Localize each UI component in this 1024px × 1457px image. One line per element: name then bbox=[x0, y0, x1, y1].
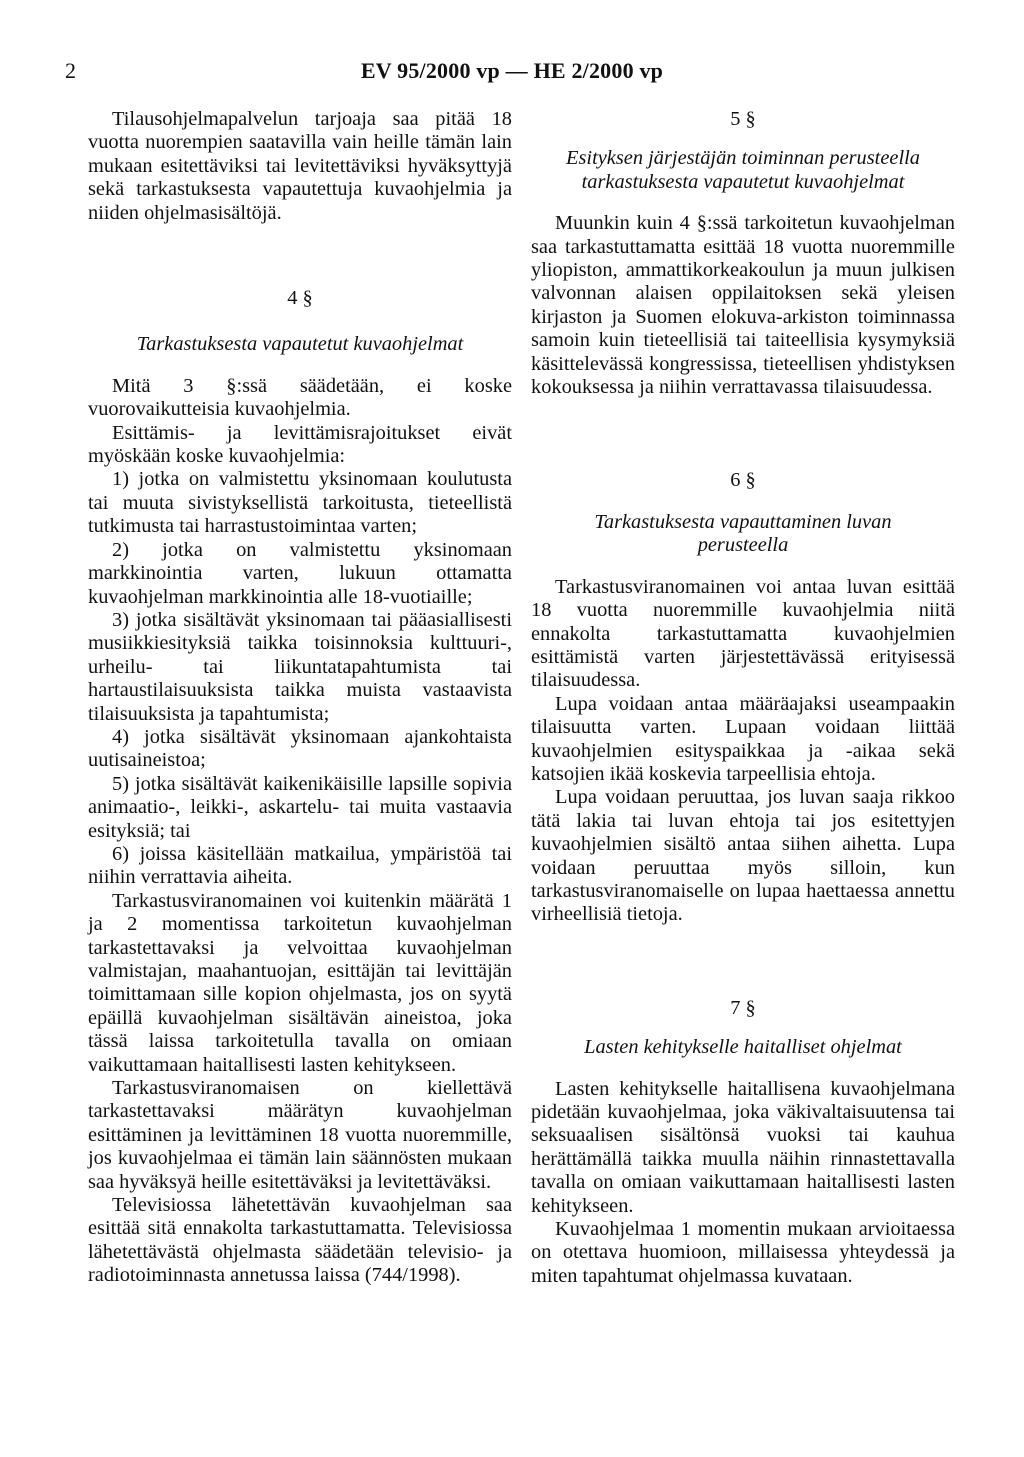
section-4-list-item-6: 6) joissa käsitellään matkailua, ympäristöä tai niihin verrattavia aiheita. bbox=[88, 842, 512, 889]
section-4-list-item-2: 2) jotka on valmistettu yksinomaan markkinointia varten, lukuun ottamatta kuvaohjelman markkinointia alle 18-vuotiaille; bbox=[88, 538, 512, 608]
section-4-paragraph-2: Esittämis- ja levittämisrajoitukset eivät myöskään koske kuvaohjelmia: bbox=[88, 421, 512, 468]
right-column bbox=[531, 108, 955, 1288]
section-5-title: Esityksen järjestäjän toiminnan perusteella tarkastuksesta vapautetut kuvaohjelmat bbox=[566, 147, 920, 193]
section-7-paragraph-2: Kuvaohjelmaa 1 momentin mukaan arvioitaessa on otettava huomioon, millaisessa yhteydessä ja miten tapahtumat ohjelmassa kuvataan. bbox=[531, 1218, 955, 1287]
section-4-list-item-5: 5) jotka sisältävät kaikenikäisille lapsille sopivia animaatio-, leikki-, askartelu- tai muita vastaavia esityksiä; tai bbox=[88, 772, 512, 842]
section-4-paragraph-5: Televisiossa lähetettävän kuvaohjelman saa esittää sitä ennakolta tarkastuttamatta. Televisiossa lähetettävästä ohjelmasta säädetään televisio- ja radiotoiminnasta annetussa laissa (744/1998). bbox=[88, 1194, 512, 1287]
section-4-title: Tarkastuksesta vapautetut kuvaohjelmat bbox=[136, 333, 464, 356]
page-number: 2 bbox=[65, 58, 76, 83]
intro-paragraph: Tilausohjelmapalvelun tarjoaja saa pitää 18 vuotta nuorempien saatavilla vain heille tämän lain mukaan esitettäviksi tai levitettäviksi hyväksyttyjä sekä tarkastuksesta vapautettuja kuvaohjelmia ja niiden ohjelmasisältöjä. bbox=[88, 108, 512, 224]
section-7-title: Lasten kehitykselle haitalliset ohjelmat bbox=[584, 1036, 902, 1059]
running-head: EV 95/2000 vp — HE 2/2000 vp bbox=[360, 58, 664, 83]
section-4-list-item-4: 4) jotka sisältävät yksinomaan ajankohtaista uutisaineistoa; bbox=[88, 725, 512, 772]
section-7-paragraph-1: Lasten kehitykselle haitallisena kuvaohjelmana pidetään kuvaohjelmaa, joka väkivaltaisuutensa tai seksuaalisen sisältönsä vuoksi tai kauhua herättämällä taikka muulla näihin rinnastettavalla tavalla on omiaan vaikuttamaan haitallisesti lasten kehitykseen. bbox=[531, 1077, 955, 1217]
section-7-number: 7 § bbox=[730, 996, 756, 1019]
section-6-paragraph-2: Lupa voidaan antaa määräajaksi useampaakin tilaisuutta varten. Lupaan voidaan liittää kuvaohjelmien esityspaikkaa ja -aikaa sekä katsojien ikää koskevia tarpeellisia ehtoja. bbox=[531, 692, 955, 785]
section-4-paragraph-4: Tarkastusviranomaisen on kiellettävä tarkastettavaksi määrätyn kuvaohjelman esittäminen ja levittäminen 18 vuotta nuoremmille, jos kuvaohjelmaa ei tämän lain säännösten mukaan saa hyväksyä heille esitettäväksi ja levitettäväksi. bbox=[88, 1077, 512, 1193]
section-6-number: 6 § bbox=[730, 469, 756, 492]
page-header bbox=[0, 58, 1024, 88]
section-4-list-item-3: 3) jotka sisältävät yksinomaan tai pääasiallisesti musiikkiesityksiä taikka toisinnoksia kulttuuri-, urheilu- tai liikuntatapahtumista tai hartaustilaisuuksista taikka muista vastaavista tilaisuuksista ja tapahtumista; bbox=[88, 608, 512, 725]
left-column bbox=[88, 108, 512, 1288]
section-6-title: Tarkastuksesta vapauttaminen luvan perusteella bbox=[594, 510, 892, 557]
section-4-paragraph-1: Mitä 3 §:ssä säädetään, ei koske vuorovaikutteisia kuvaohjelmia. bbox=[88, 374, 512, 421]
section-5-number: 5 § bbox=[730, 108, 756, 130]
section-6-paragraph-3: Lupa voidaan peruuttaa, jos luvan saaja rikkoo tätä lakia tai luvan ehtoja tai jos esitettyjen kuvaohjelmien sisältö antaa siihen aihetta. Lupa voidaan peruuttaa myös silloin, kun tarkastusviranomaiselle on lupaa haettaessa annettu virheellisiä tietoja. bbox=[531, 786, 955, 926]
section-4-list-item-1: 1) jotka on valmistettu yksinomaan koulutusta tai muuta sivistyksellistä tarkoitusta, tieteellistä tutkimusta tai harrastustoimintaa varten; bbox=[88, 468, 512, 538]
section-5-paragraph-1: Muunkin kuin 4 §:ssä tarkoitetun kuvaohjelman saa tarkastuttamatta esittää 18 vuotta nuoremmille yliopiston, ammattikorkeakoulun ja muun julkisen valvonnan alaisen oppilaitoksen sekä yleisen kirjaston ja Suomen elokuva-arkiston toiminnassa samoin kuin tieteellisiä tai taiteellisia kysymyksiä käsittelevässä kongressissa, tieteellisen yhdistyksen kokouksessa ja niihin verrattavassa tilaisuudessa. bbox=[531, 212, 955, 399]
section-4-paragraph-3: Tarkastusviranomainen voi kuitenkin määrätä 1 ja 2 momentissa tarkoitetun kuvaohjelman tarkastettavaksi ja velvoittaa kuvaohjelman valmistajan, maahantuojan, esittäjän tai levittäjän toimittamaan sille kopion ohjelmasta, jos on syytä epäillä kuvaohjelman sisältävän aineistoa, joka tässä laissa tarkoitetulla tavalla on omiaan vaikuttamaan haitallisesti lasten kehitykseen. bbox=[88, 889, 512, 1076]
section-4-number: 4 § bbox=[287, 287, 313, 310]
section-6-paragraph-1: Tarkastusviranomainen voi antaa luvan esittää 18 vuotta nuoremmille kuvaohjelmia niitä ennakolta tarkastuttamatta kuvaohjelmien esittämistä varten järjestettävässä erityisessä tilaisuudessa. bbox=[531, 575, 955, 692]
